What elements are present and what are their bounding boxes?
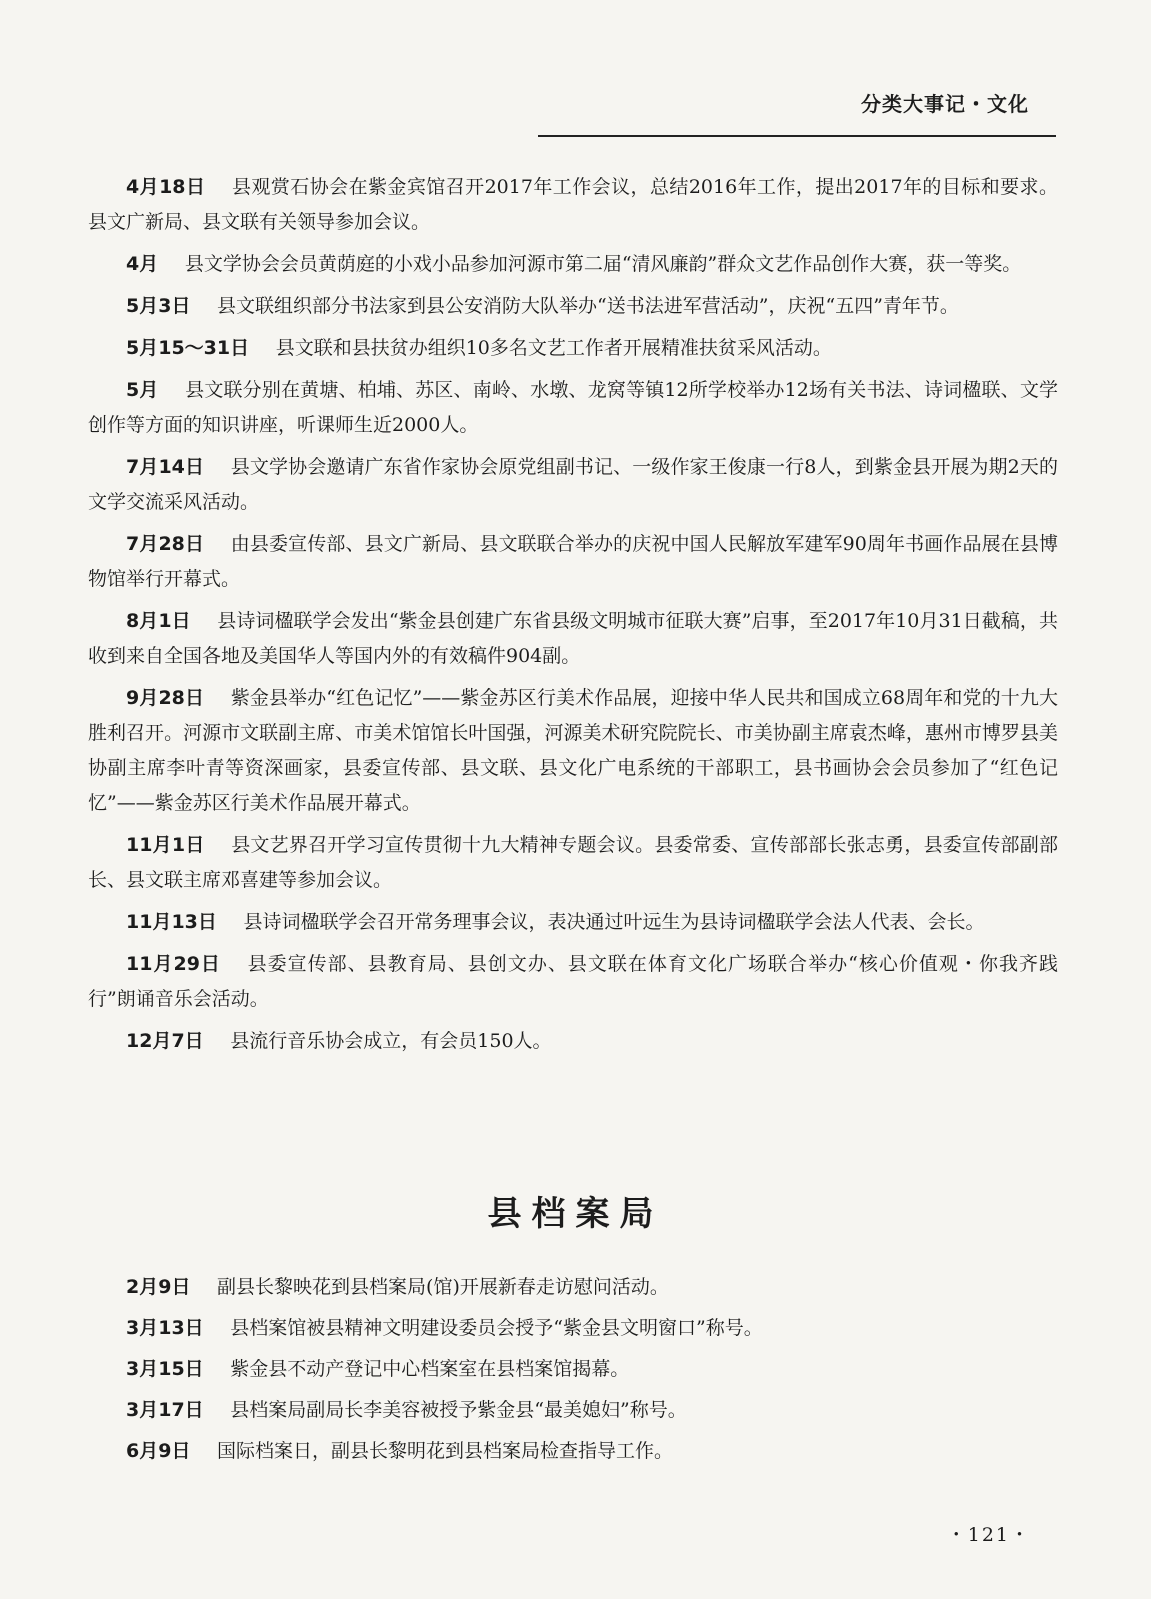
event-entry	[88, 828, 1058, 898]
culture-entries	[88, 170, 1058, 1066]
event-text: 县文联分别在黄塘、柏埔、苏区、南岭、水墩、龙窝等镇12所学校举办12场有关书法、诗词楹联、文学创作等方面的知识讲座，听课师生近2000人。	[88, 379, 1058, 436]
event-text: 县文艺界召开学习宣传贯彻十九大精神专题会议。县委常委、宣传部部长张志勇，县委宣传部副部长、县文联主席邓喜建等参加会议。	[88, 834, 1058, 891]
event-entry	[88, 1434, 1058, 1469]
event-date: 12月7日	[126, 1030, 204, 1052]
event-entry	[88, 947, 1058, 1017]
event-date: 7月28日	[126, 533, 205, 555]
event-entry	[88, 1311, 1058, 1346]
event-text: 县诗词楹联学会发出“紫金县创建广东省县级文明城市征联大赛”启事，至2017年10月31日截稿，共收到来自全国各地及美国华人等国内外的有效稿件904副。	[88, 610, 1058, 667]
event-date: 11月13日	[126, 911, 217, 933]
event-date: 8月1日	[126, 610, 191, 632]
event-date: 5月3日	[126, 295, 191, 317]
event-text: 县流行音乐协会成立，有会员150人。	[230, 1030, 552, 1052]
event-entry	[88, 1024, 1058, 1059]
event-entry	[88, 170, 1058, 240]
event-text: 县文联组织部分书法家到县公安消防大队举办“送书法进军营活动”，庆祝“五四”青年节。	[217, 295, 959, 317]
page-number: ・121・	[946, 1524, 1031, 1546]
event-entry	[88, 905, 1058, 940]
event-entry	[88, 331, 1058, 366]
event-date: 7月14日	[126, 456, 205, 478]
header-rule	[538, 135, 1056, 137]
section-title: 县档案局	[487, 1194, 664, 1234]
running-header: 分类大事记・文化	[861, 92, 1029, 116]
event-text: 国际档案日，副县长黎明花到县档案局检查指导工作。	[217, 1440, 674, 1462]
event-date: 5月	[126, 379, 159, 401]
event-entry	[88, 527, 1058, 597]
event-text: 县诗词楹联学会召开常务理事会议，表决通过叶远生为县诗词楹联学会法人代表、会长。	[243, 911, 985, 933]
event-text: 县文学协会邀请广东省作家协会原党组副书记、一级作家王俊康一行8人，到紫金县开展为期2天的文学交流采风活动。	[88, 456, 1058, 513]
event-date: 3月15日	[126, 1358, 204, 1380]
event-entry	[88, 1393, 1058, 1428]
event-date: 3月13日	[126, 1317, 204, 1339]
event-text: 紫金县举办“红色记忆”——紫金苏区行美术作品展，迎接中华人民共和国成立68周年和党的十九大胜利召开。河源市文联副主席、市美术馆馆长叶国强，河源美术研究院院长、市美协副主席袁杰峰，惠州市博罗县美协副主席李叶青等资深画家，县委宣传部、县文联、县文化广电系统的干部职工，县书画协会会员参加了“红色记忆”——紫金苏区行美术作品展开幕式。	[88, 687, 1058, 814]
event-entry	[88, 1270, 1058, 1305]
event-date: 5月15～31日	[126, 337, 250, 359]
event-date: 11月29日	[126, 953, 221, 975]
event-date: 3月17日	[126, 1399, 204, 1421]
archive-entries	[88, 1270, 1058, 1475]
event-entry	[88, 1352, 1058, 1387]
event-text: 县委宣传部、县教育局、县创文办、县文联在体育文化广场联合举办“核心价值观・你我齐践行”朗诵音乐会活动。	[88, 953, 1059, 1010]
event-date: 11月1日	[126, 834, 205, 856]
event-entry	[88, 450, 1058, 520]
event-entry	[88, 247, 1058, 282]
event-entry	[88, 289, 1058, 324]
event-date: 4月	[126, 253, 159, 275]
event-date: 9月28日	[126, 687, 205, 709]
event-text: 县档案馆被县精神文明建设委员会授予“紫金县文明窗口”称号。	[230, 1317, 763, 1339]
event-entry	[88, 373, 1058, 443]
event-text: 紫金县不动产登记中心档案室在县档案馆揭幕。	[230, 1358, 630, 1380]
event-text: 由县委宣传部、县文广新局、县文联联合举办的庆祝中国人民解放军建军90周年书画作品展在县博物馆举行开幕式。	[88, 533, 1058, 590]
event-text: 县文学协会会员黄荫庭的小戏小品参加河源市第二届“清风廉韵”群众文艺作品创作大赛，获一等奖。	[184, 253, 1022, 275]
event-text: 副县长黎映花到县档案局(馆)开展新春走访慰问活动。	[217, 1276, 669, 1298]
event-date: 6月9日	[126, 1440, 191, 1462]
event-text: 县文联和县扶贫办组织10多名文艺工作者开展精准扶贫采风活动。	[275, 337, 832, 359]
event-entry	[88, 681, 1058, 821]
event-date: 4月18日	[126, 176, 206, 198]
event-text: 县档案局副局长李美容被授予紫金县“最美媳妇”称号。	[230, 1399, 687, 1421]
event-text: 县观赏石协会在紫金宾馆召开2017年工作会议，总结2016年工作，提出2017年的目标和要求。县文广新局、县文联有关领导参加会议。	[88, 176, 1058, 233]
event-date: 2月9日	[126, 1276, 191, 1298]
event-entry	[88, 604, 1058, 674]
